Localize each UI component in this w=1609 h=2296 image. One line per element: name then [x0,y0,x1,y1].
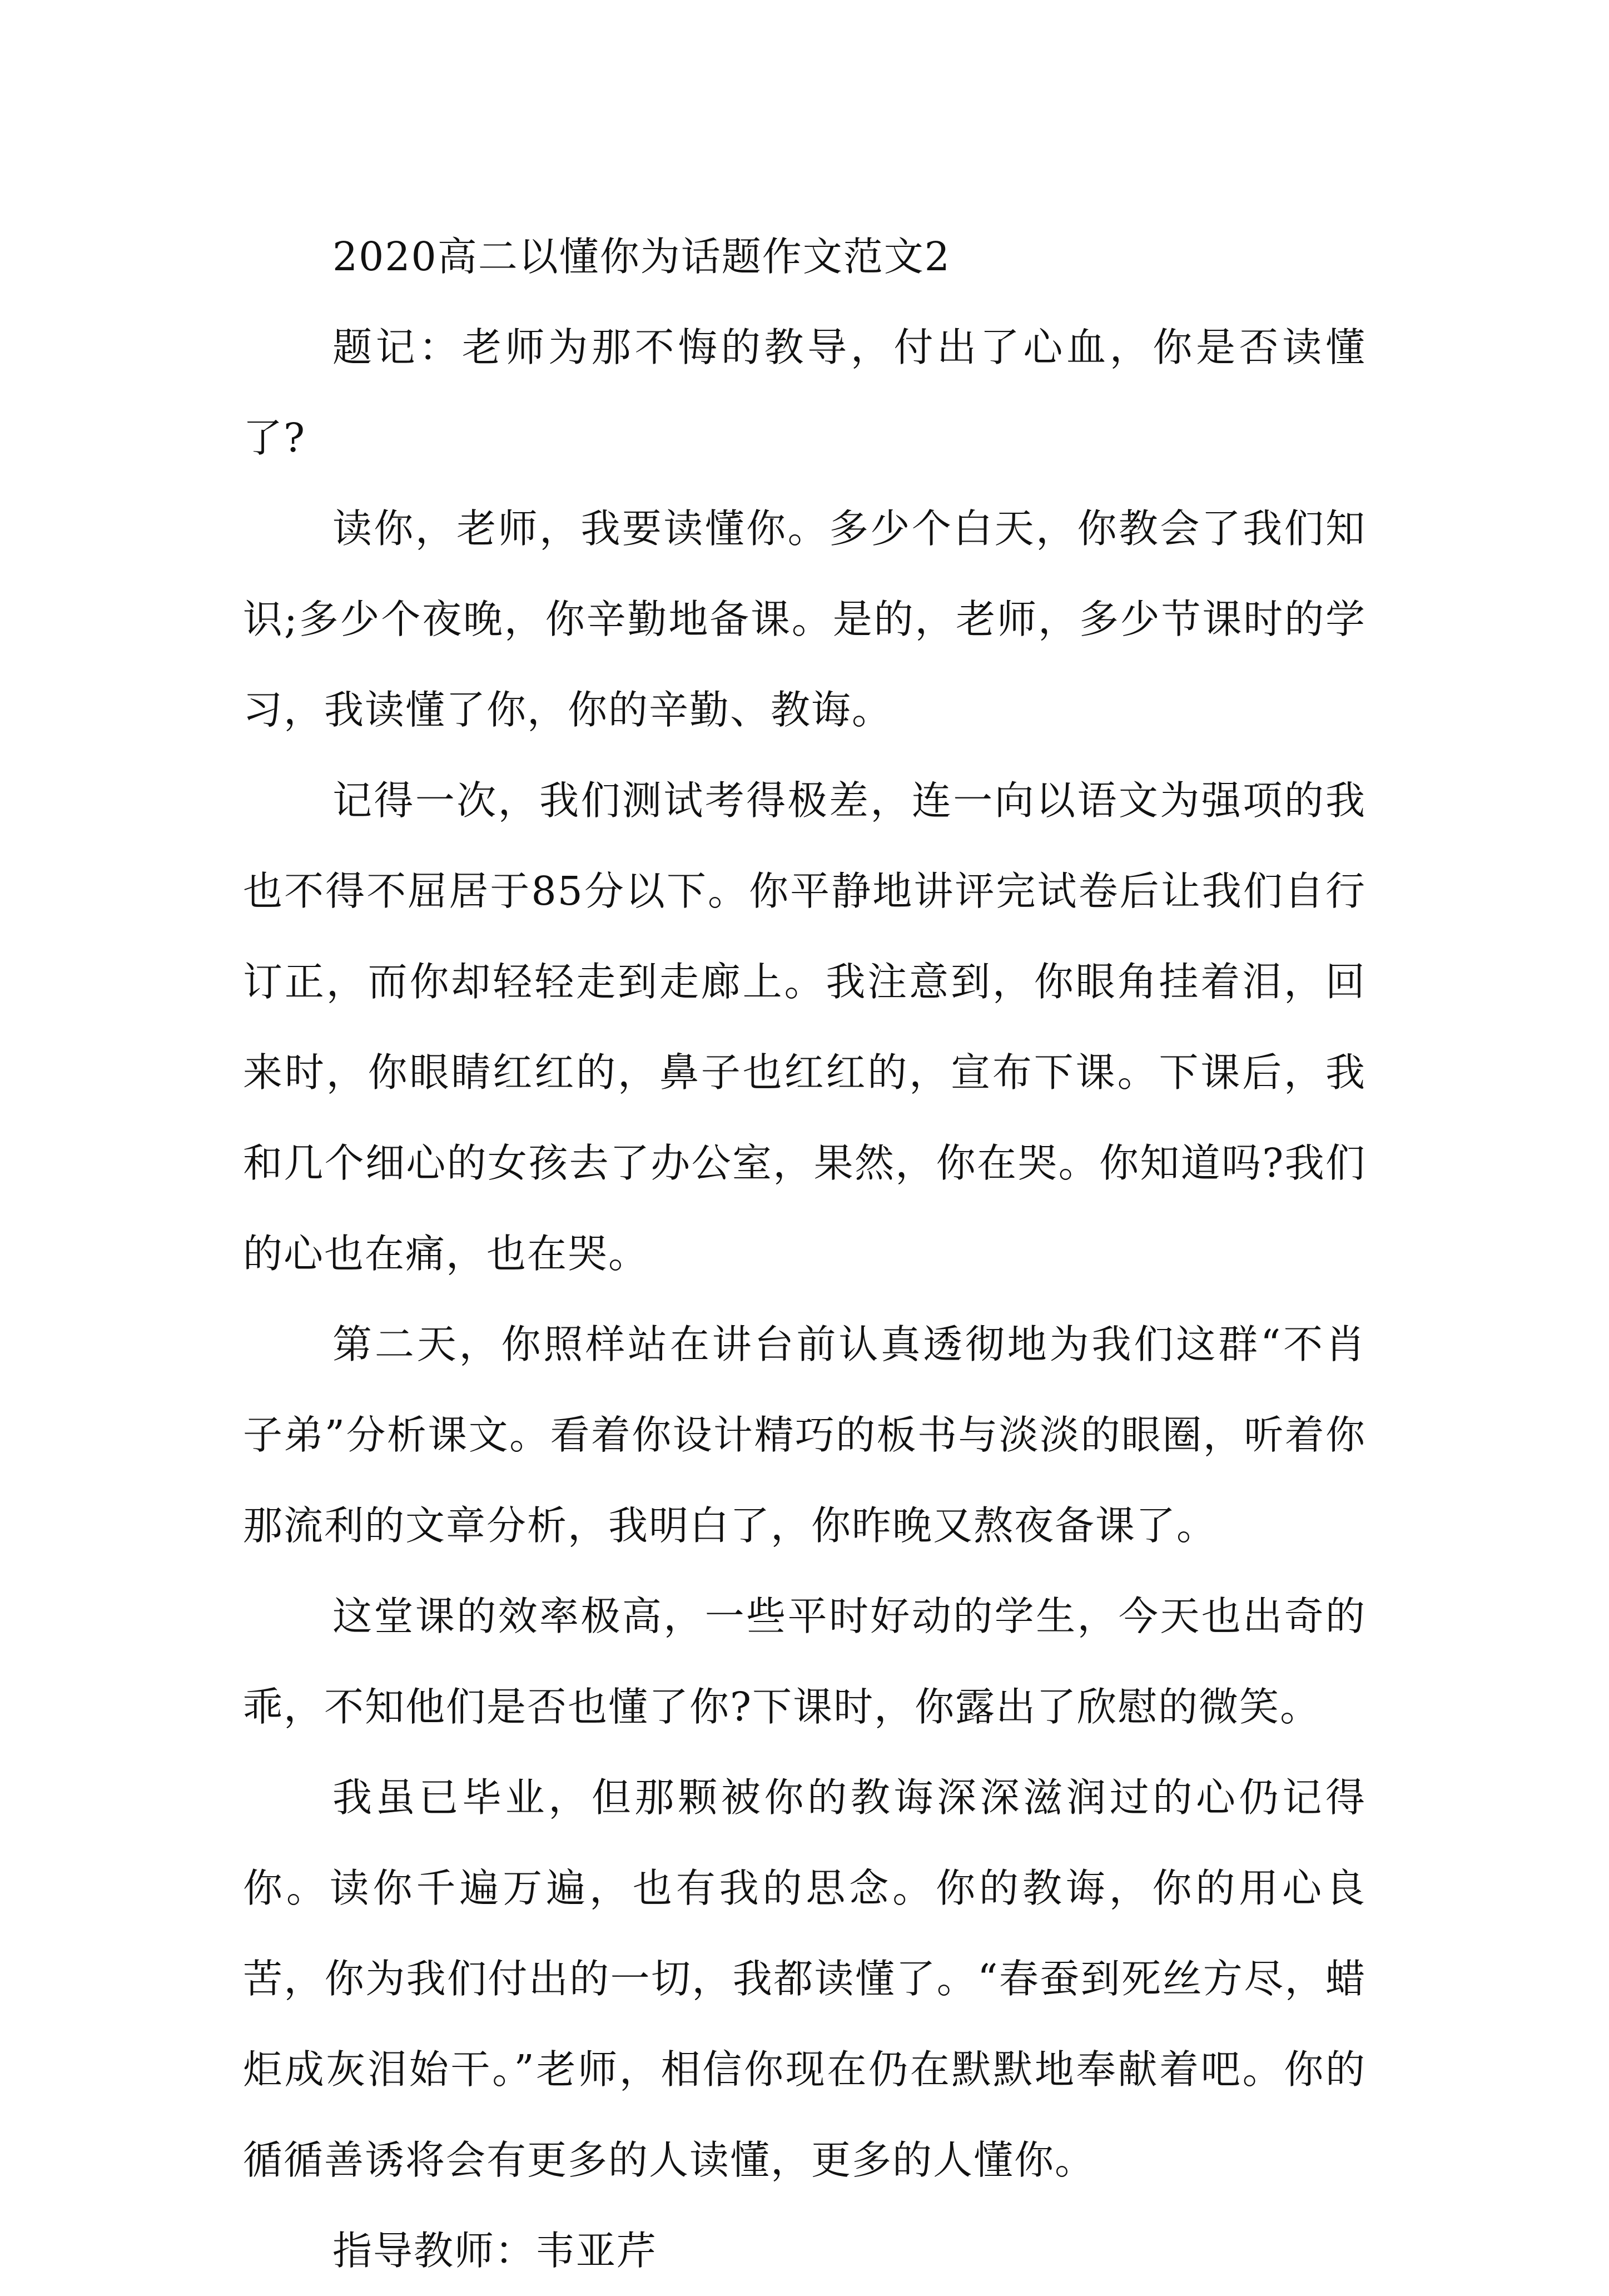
body-paragraph: 这堂课的效率极高，一些平时好动的学生，今天也出奇的乖，不知他们是否也懂了你?下课时，你露出了欣慰的微笑。 [243,1593,1366,1730]
body-paragraph: 读你，老师，我要读懂你。多少个白天，你教会了我们知识;多少个夜晚，你辛勤地备课。是的，老师，多少节课时的学习，我读懂了你，你的辛勤、教诲。 [243,505,1366,733]
document-title: 2020高二以懂你为话题作文范文2 [332,234,951,280]
body-paragraph: 第二天，你照样站在讲台前认真透彻地为我们这群“不肖子弟”分析课文。看着你设计精巧的板书与淡淡的眼圈，听着你那流利的文章分析，我明白了，你昨晚又熬夜备课了。 [243,1321,1366,1549]
epigraph-paragraph: 题记：老师为那不悔的教导，付出了心血，你是否读懂了? [243,324,1366,461]
body-paragraph: 我虽已毕业，但那颗被你的教诲深深滋润过的心仍记得你。读你千遍万遍，也有我的思念。你的教诲，你的用心良苦，你为我们付出的一切，我都读懂了。“春蚕到死丝方尽，蜡炬成灰泪始干。”老师，相信你现在仍在默默地奉献着吧。你的循循善诱将会有更多的人读懂，更多的人懂你。 [243,1774,1366,2183]
instructor-signature-line: 指导教师：韦亚芹 [332,2228,658,2274]
body-paragraph: 记得一次，我们测试考得极差，连一向以语文为强项的我也不得不屈居于85分以下。你平静地讲评完试卷后让我们自行订正，而你却轻轻走到走廊上。我注意到，你眼角挂着泪，回来时，你眼睛红红的，鼻子也红红的，宣布下课。下课后，我和几个细心的女孩去了办公室，果然，你在哭。你知道吗?我们的心也在痛，也在哭。 [243,777,1366,1277]
document-body [243,211,1366,2296]
